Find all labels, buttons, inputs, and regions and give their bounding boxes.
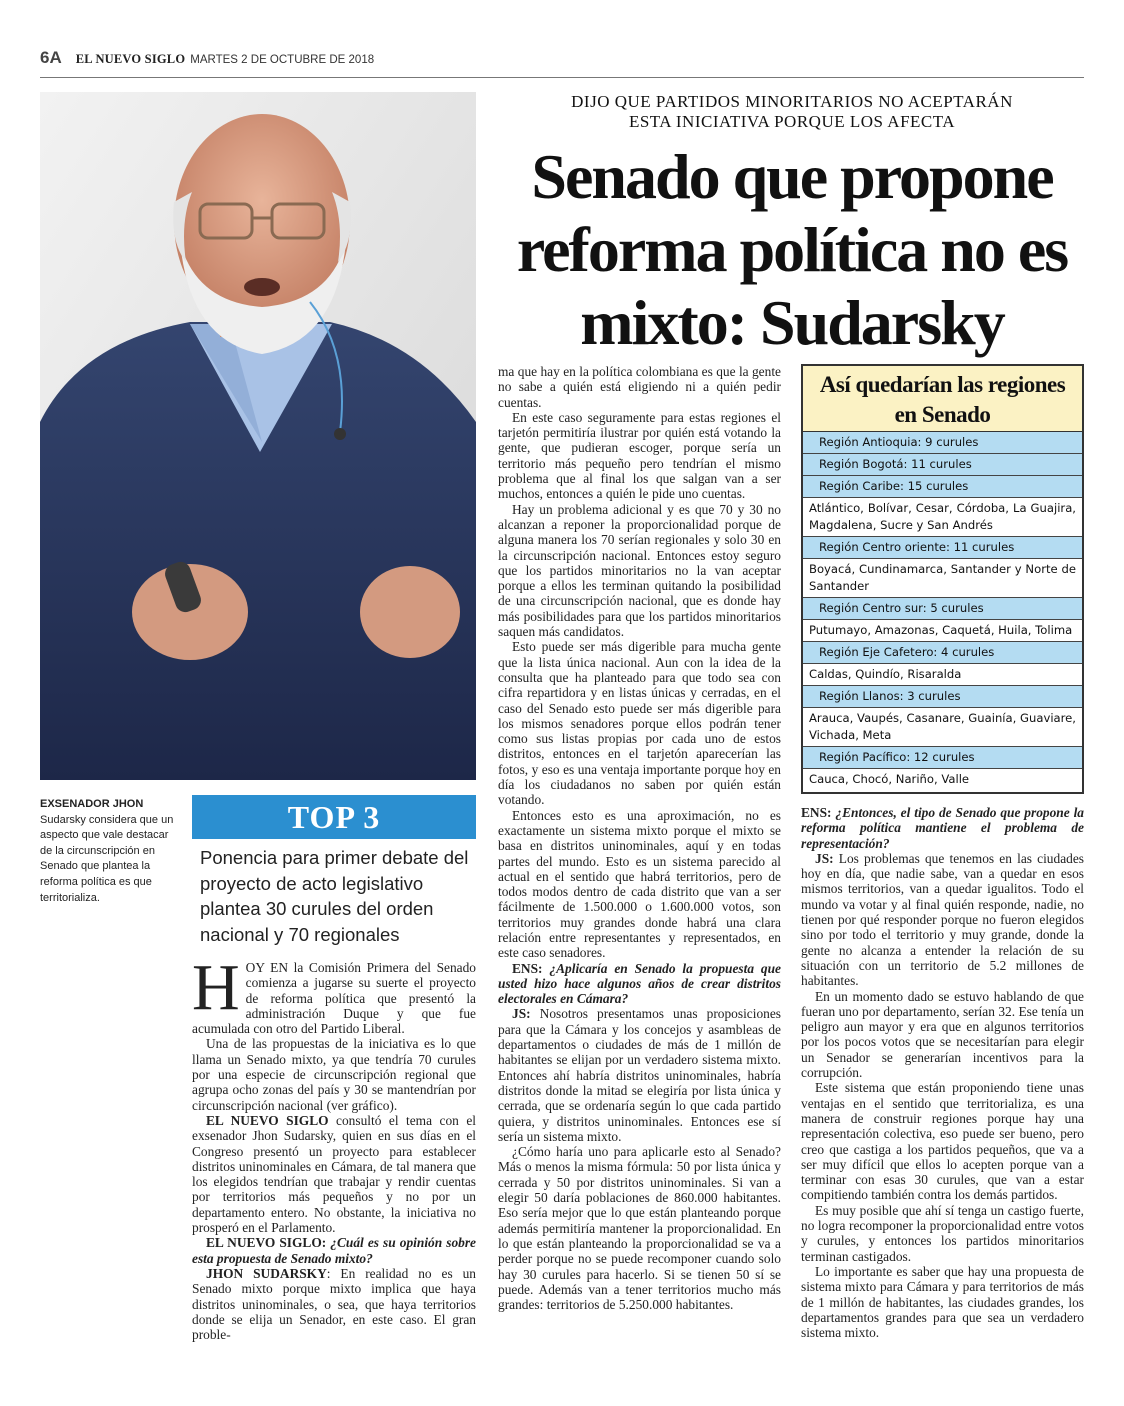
answer-speaker: JS: — [512, 1006, 540, 1022]
kicker — [500, 92, 1084, 132]
answer-text: Los problemas que tenemos en las ciudades hoy en día, que nadie sabe, van a quedar en esos mismos territorios, van a quedar igualitos. Todo el mundo va votar y al final quién responde, nadie, no tienen por qué responder porque no fueron elegidos sino por todo el territorio y muy grande, donde la gente no alcanza a entender la relación de su situación con un territorio de 5.2 millones de habitantes. — [801, 850, 1084, 989]
regions-title-line: en Senado — [894, 402, 991, 427]
paragraph: Una de las propuestas de la iniciativa es lo que llama un Senado mixto, ya que tendría 70 curules por una especie de circunscripción regional que agrupa ocho zonas del país y 30 se mantendrían por circunscripción nacional (ver gráfico). — [192, 1036, 476, 1113]
portrait-photo — [40, 92, 476, 780]
drop-cap: H — [192, 951, 240, 1024]
kicker-line: DIJO QUE PARTIDOS MINORITARIOS NO ACEPTARÁN — [571, 92, 1013, 111]
interview-question — [801, 805, 1084, 851]
article-column-3 — [801, 805, 1084, 1340]
answer-speaker: JS: — [815, 850, 839, 866]
paragraph: ¿Cómo haría uno para aplicarle esto al Senado? Más o menos la misma fórmula: 50 por lista única y cerrada y 50 por distritos uninominales. Si van a elegir 50 daría poblaciones de 860.000 habitantes. Eso sería mejor que lo que están planteando porque además permitiría mantener la proporcionalidad. En lo que están planteando la proporcionalidad se va a perder porque no se puede recomponer cuando solo hay 30 curules para hacerlo. Si se tienen 50 sí se puede. Además van a tener territorios mucho más grandes: territorios de 5.250.000 habitantes. — [498, 1144, 781, 1313]
region-departments: Putumayo, Amazonas, Caquetá, Huila, Tolima — [803, 620, 1082, 642]
article-column-2 — [498, 364, 781, 1312]
paper-mention: EL NUEVO SIGLO — [206, 1112, 329, 1128]
caption-heading: EXSENADOR JHON — [40, 798, 144, 810]
photo-caption — [40, 797, 180, 906]
interview-question — [192, 1235, 476, 1266]
answer-speaker: JHON SUDARSKY — [206, 1265, 327, 1281]
kicker-line: ESTA INICIATIVA PORQUE LOS AFECTA — [628, 112, 956, 131]
question-speaker: EL NUEVO SIGLO: — [206, 1235, 331, 1251]
region-departments: Boyacá, Cundinamarca, Santander y Norte de Santander — [803, 559, 1082, 598]
paragraph: Hay un problema adicional y es que 70 y 30 no alcanzan a reponer la proporcionalidad porque de alguna manera los 70 serían regionales y solo 30 en la circunscripción nacional. Entonces estoy seguro que los partidos minoritarios no la van aceptar porque a ellos les terminan quitando la posibilidad de una circunscripción nacional, que es donde hay más posibilidades para que los partidos minoritarios saquen más candidatos. — [498, 501, 781, 640]
issue-date: MARTES 2 DE OCTUBRE DE 2018 — [190, 54, 375, 66]
region-row: Región Centro sur: 5 curules — [803, 598, 1082, 620]
regions-title — [803, 366, 1082, 432]
region-departments: Caldas, Quindío, Risaralda — [803, 664, 1082, 686]
page-header — [40, 48, 1084, 78]
paragraph: ma que hay en la política colombiana es que la gente no sabe a quién está eligiendo ni a quién pedir cuentas. — [498, 364, 781, 410]
interview-answer — [498, 1006, 781, 1144]
paragraph — [192, 1113, 476, 1235]
question-text: ¿Aplicaría en Senado la propuesta que usted hizo hace algunos años de crear distritos electorales en Cámara? — [498, 960, 781, 1007]
regions-title-line: Así quedarían las regiones — [819, 372, 1066, 397]
headline-line: Senado que propone — [531, 141, 1053, 212]
region-row: Región Pacífico: 12 curules — [803, 747, 1082, 769]
regions-infobox — [801, 364, 1084, 794]
interview-answer — [192, 1266, 476, 1342]
question-speaker: ENS: — [512, 960, 550, 976]
region-departments: Arauca, Vaupés, Casanare, Guainía, Guaviare, Vichada, Meta — [803, 708, 1082, 747]
interview-question — [498, 961, 781, 1007]
interview-answer — [801, 851, 1084, 989]
paragraph: Lo importante es saber que hay una propuesta de sistema mixto para Cámara y para territorios de más de 1 millón de habitantes, las ciudades grandes, los departamentos grandes para que sea un verdadero sistema mixto. — [801, 1263, 1084, 1341]
lead-paragraph — [192, 951, 476, 1037]
region-row: Región Bogotá: 11 curules — [803, 454, 1082, 476]
region-row: Región Llanos: 3 curules — [803, 686, 1082, 708]
top3-banner: TOP 3 — [192, 795, 476, 839]
headline — [500, 140, 1084, 359]
question-text: ¿Entonces, el tipo de Senado que propone la reforma política mantiene el problema de representación? — [801, 805, 1084, 851]
question-text: ¿Cuál es su opinión sobre esta propuesta de Senado mixto? — [192, 1235, 476, 1266]
caption-text: Sudarsky considera que un aspecto que vale destacar de la circunscripción en Senado que plantea la reforma política es que territorializa. — [40, 813, 174, 904]
top3-summary: Ponencia para primer debate del proyecto de acto legislativo plantea 30 curules del orden nacional y 70 regionales — [200, 847, 469, 945]
paragraph-text: consultó el tema con el exsenador Jhon Sudarsky, quien en sus días en el Congreso presentó un proyecto para establecer distritos uninominales en Cámara, de tal manera que los elegidos tendrían que trabajar y rendir cuentas por territorios más pequeños y no por un departamento entero. No obstante, la iniciativa no prosperó en el Parlamento. — [192, 1112, 476, 1236]
paragraph-text: OY EN la Comisión Primera del Senado comienza a jugarse su suerte el proyecto de reforma política que presentó la administración Duque y que fue acumulada con otro del Partido Liberal. — [192, 960, 476, 1037]
portrait-illustration — [40, 92, 476, 780]
paragraph: En este caso seguramente para estas regiones el tarjetón permitiría ilustrar por quién está votando la gente, que pudieran escoger, porque sería un territorio más pequeño pero tendrían el mismo problema que al final los que salgan van a ser muchos, entonces a quién le pide uno cuentas. — [498, 409, 781, 502]
headline-line: mixto: Sudarsky — [580, 287, 1004, 358]
paragraph: Es muy posible que ahí sí tenga un castigo fuerte, no logra recomponer la proporcionalidad entre votos y curules, y entonces los partidos minoritarios terminan castigados. — [801, 1202, 1084, 1264]
paragraph: Este sistema que están proponiendo tiene unas ventajas en el sentido que territorializa, es una manera de construir regiones porque hay una representación colectiva, eso puede ser bueno, pero creo que castiga a los partidos pequeños, que va a ser muy difícil que ellos lo acepten porque van a terminar con esas 30 curules, que van a estar compitiendo también contra los demás partidos. — [801, 1080, 1084, 1203]
question-speaker: ENS: — [801, 805, 836, 820]
newspaper-name: EL NUEVO SIGLO — [75, 52, 186, 66]
answer-text: : En realidad no es un Senado mixto porque mixto implica que haya distritos uninominales, o sea, que haya territorios donde se elija un Senador, en este caso. El gran proble- — [192, 1265, 476, 1343]
paragraph: Entonces esto es una aproximación, no es exactamente un sistema mixto porque el mixto se basa en distritos uninominales, aquí y en todas partes del mundo. Esto es un sistema parecido al actual en el sentido que habrá territorios, pero de todos modos dentro de cada distrito que van a ser fácilmente de 1.500.000 o 1.600.000 votos, son territorios muy grandes donde habrá una clara relación entre representantes y representados, en este caso senadores. — [498, 807, 781, 961]
answer-text: Nosotros presentamos unas proposiciones para que la Cámara y los concejos y asambleas de departamentos o ciudades de más de 1 millón de habitantes se elijan por un verdadero sistema mixto. Entonces ahí habría distritos uninominales, habría distritos donde la mitad se elegiría por lista única y cerrada, que se ordenaría según lo que cada partido quiera, y distritos uninominales. Entonces ese sí sería un sistema mixto. — [498, 1006, 782, 1144]
paragraph: En un momento dado se estuvo hablando de que fueran uno por departamento, serían 32. Ese tenía un peligro aun mayor y era que en algunos territorios por los pocos votos que se necesitarían para elegir un Senador se generarían incentivos para la corrupción. — [801, 988, 1084, 1081]
region-row: Región Caribe: 15 curules — [803, 476, 1082, 498]
region-row: Región Antioquia: 9 curules — [803, 432, 1082, 454]
paragraph: Esto puede ser más digerible para mucha gente que la lista única nacional. Aun con la idea de la consulta que ha planteado para que todo sea con cifra repartidora y en listas únicas y cerradas, en el caso del Senado esto puede ser más digerible para los mismos senadores porque ellos podrán tener como sus listas propias por cada uno de estos distritos, entonces en el tarjetón aparecerían las fotos, y eso es una ventaja importante porque hoy en día los ciudadanos no saben por quién están votando. — [498, 639, 781, 808]
region-departments: Atlántico, Bolívar, Cesar, Córdoba, La Guajira, Magdalena, Sucre y San Andrés — [803, 498, 1082, 537]
article-column-1 — [192, 951, 476, 1343]
headline-line: reforma política no es — [516, 214, 1068, 285]
region-row: Región Centro oriente: 11 curules — [803, 537, 1082, 559]
region-row: Región Eje Cafetero: 4 curules — [803, 642, 1082, 664]
page-number: 6A — [40, 48, 62, 67]
region-departments: Cauca, Chocó, Nariño, Valle — [803, 769, 1082, 790]
